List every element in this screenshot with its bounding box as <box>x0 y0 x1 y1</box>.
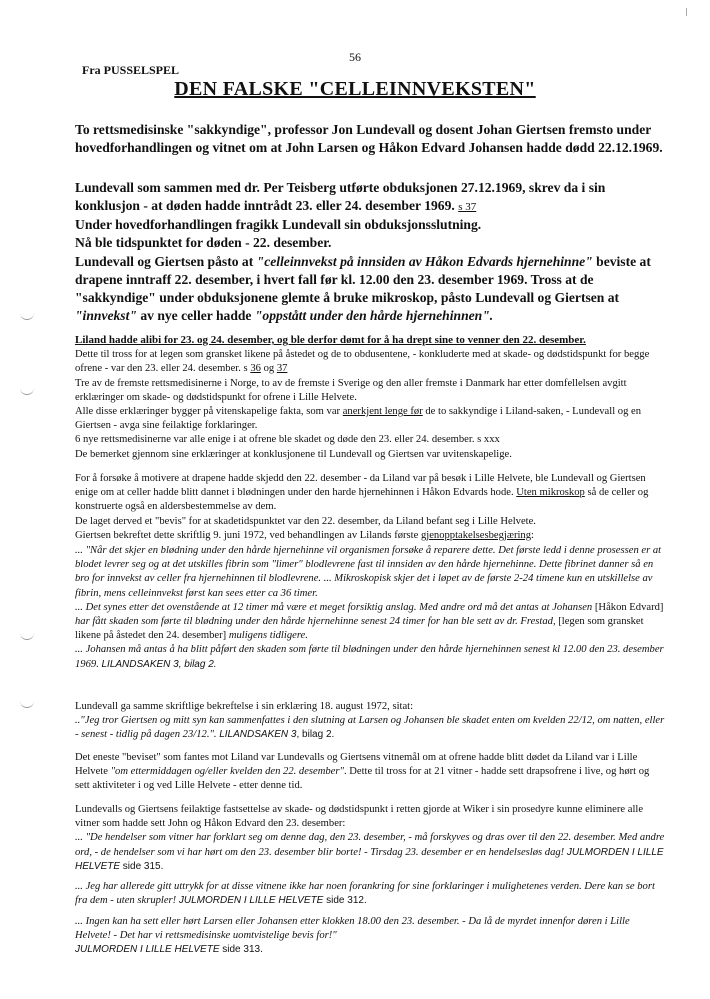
paragraph-motivation: For å forsøke å motivere at drapene hadde skjedd den 22. desember - da Liland var på besøk i Lille Helvete, ble Lundevall og Giertsen enige om at celler hadde blitt dannet i blødningen under den harde hjernehinnen i Håkon Edvards hode. Uten mikroskop så de celler og konstruerte også en aldersbestemmelse av dem. De laget derved et "bevis" for at skadetidspunktet var den 22. desember, da Liland befant seg i Lille Helvete. Giertsen bekreftet dette skriftlig 9. juni 1972, ved behandlingen av Lilands første gjenopptakelsesbegjæring: <box>75 473 649 541</box>
scan-mark <box>686 8 697 16</box>
paragraph-intro: To rettsmedisinske "sakkyndige", professor Jon Lundevall og dosent Johan Giertsen fremsto under hovedforhandlingen og vitnet om at John Larsen og Håkon Edvard Johansen hadde dødd 22.12.1969. <box>75 122 663 155</box>
paragraph-celleinnvekst: Lundevall og Giertsen påsto at "celleinnvekst på innsiden av Håkon Edvards hjernehinne" beviste at drapene inntraff 22. desember, i hvert fall før kl. 12.00 den 23. desember 1969. Tross at de "sakkyndige" under obduksjonene glemte å bruke mikroskop, påsto Lundevall og Giertsen at "innvekst" av nye celler hadde "oppstått under den hårde hjernehinnen". <box>75 254 651 323</box>
margin-mark <box>20 629 34 640</box>
paragraph-beviset: Det eneste "beviset" som fantes mot Liland var Lundevalls og Giertsens vitnemål om at ofrene hadde blitt dødet da Liland var i Lille Helvete "om ettermiddagen og/eller kvelden den 22. desember". Dette til tross for at 21 vitner - hadde sett drapsofrene i live, og hørt og sett aktiviteter i og ved Lille Helvete - etter denne tid. <box>75 752 650 792</box>
margin-mark <box>20 697 34 708</box>
source-label: Fra PUSSELSPEL <box>82 63 180 77</box>
margin-mark <box>20 384 34 395</box>
alibi-heading: Liland hadde alibi for 23. og 24. desember, og ble derfor dømt for å ha drept sine to venner den 22. desember. <box>75 334 586 346</box>
quote-wiker-3: ... Ingen kan ha sett eller hørt Larsen eller Johansen etter klokken 18.00 den 23. desember. - Da lå de myrdet innenfor døren i Lille Helvete! - Det har vi rettsmedisinske uomtvistelige bevis for!" JULMORDEN I LILLE HELVETE side 313. <box>75 916 630 956</box>
paragraph-lundevall-1972: Lundevall ga samme skriftlige bekreftelse i sin erklæring 18. august 1972, sitat: .."Jeg tror Giertsen og mitt syn kan sammenfattes i den slutning at Larsen og Johansen ble skadet enten om kvelden 22/12, om natten, eller - senest - tidlig på dagen 23/12.". LILANDSAKEN 3, bilag 2. <box>75 701 665 741</box>
paragraph-alibi: Liland hadde alibi for 23. og 24. desember, og ble derfor dømt for å ha drept sine to venner den 22. desember. Dette til tross for at legen som gransket likene på åstedet og de to obdusentene, - konkluderte med at skade- og dødstidspunkt for begge ofrene - var den 23. eller 24. desember. s 36 og 37 Tre av de fremste rettsmedisinerne i Norge, to av de fremste i Sverige og den aller fremste i Danmark har etter domfellelsen avgitt erklæringer om skade- og dødstidspunkt for ofrene i Lille Helvete. Alle disse erklæringer bygger på vitenskapelige fakta, som var anerkjent lenge før de to sakkyndige i Liland-saken, - Lundevall og en Giertsen - avga sine feilaktige forklaringer. 6 nye rettsmedisinerne var alle enige i at ofrene ble skadet og døde den 23. eller 24. desember. s xxx De bemerket gjennom sine erklæringer at konklusjonene til Lundevall og Giertsen var uvitenskapelige. <box>75 334 650 460</box>
quote-wiker-2: ... Jeg har allerede gitt uttrykk for at disse vitnene ikke har noen forankring for sine forklaringer i mulighetenes verden. Dere kan se bort fra dem - uten skrupler! JULMORDEN I LILLE HELVETE side 312. <box>75 881 655 907</box>
page-title: DEN FALSKE "CELLEINNVEKSTEN" <box>174 78 536 100</box>
quote-giertsen: ... "Når det skjer en blødning under den hårde hjernehinne vil organismen forsøke å reparere dette. Det første ledd i denne prosessen er at blodet levrer seg og at det utskilles fibrin som "limer" blodlevrene fast til innsiden av den hårde hjernehinne. Dette fibrinet danner så en bro for innvekst av celler fra hjernehinnen til blodlevrene. ... Mikroskopisk skjer det i løpet av de første 2-24 timene kun en utskillelse av fibrin, mens celleinnvekst først kan sees etter ca 36 timer. ... Det synes etter det ovenstående at 12 timer må være et meget forsiktig anslag. Med andre ord må det antas at Johansen [Håkon Edvard] har fått skaden som førte til blødning under den hårde hjernehinne senest 24 timer for han ble sett av dr. Frestad, [legen som gransket likene på åstedet den 24. desember] muligens tidligere. ... Johansen må antas å ha blitt påført den skaden som førte til blødningen under den hårde hjernehinnen senest kl 12.00 den 23. desember 1969. LILANDSAKEN 3, bilag 2. <box>75 545 664 670</box>
ref-37: s 37 <box>458 201 477 213</box>
paragraph-wiker: Lundevalls og Giertsens feilaktige fastsettelse av skade- og dødstidspunkt i retten gjorde at Wiker i sin prosedyre kunne eliminere alle vitner som hadde sett John og Håkon Edvard den 23. desember: ... "De hendelser som vitner har forklart seg om denne dag, den 23. desember, - må forskyves og dras over til den 22. desember. Med andre ord, - de hendelser som vi har hørt om den 23. desember blir borte! - Tirsdag 23. desember er en hendelsesløs dag! JULMORDEN I LILLE HELVETE side 315. <box>75 804 665 872</box>
paragraph-lundevall: Lundevall som sammen med dr. Per Teisberg utførte obduksjonen 27.12.1969, skrev da i sin konklusjon - at døden hadde inntrådt 23. eller 24. desember 1969. s 37 Under hovedforhandlingen fragikk Lundevall sin obduksjonsslutning. Nå ble tidspunktet for døden - 22. desember. <box>75 180 606 250</box>
margin-mark <box>20 309 34 320</box>
page-number: 56 <box>349 50 361 64</box>
